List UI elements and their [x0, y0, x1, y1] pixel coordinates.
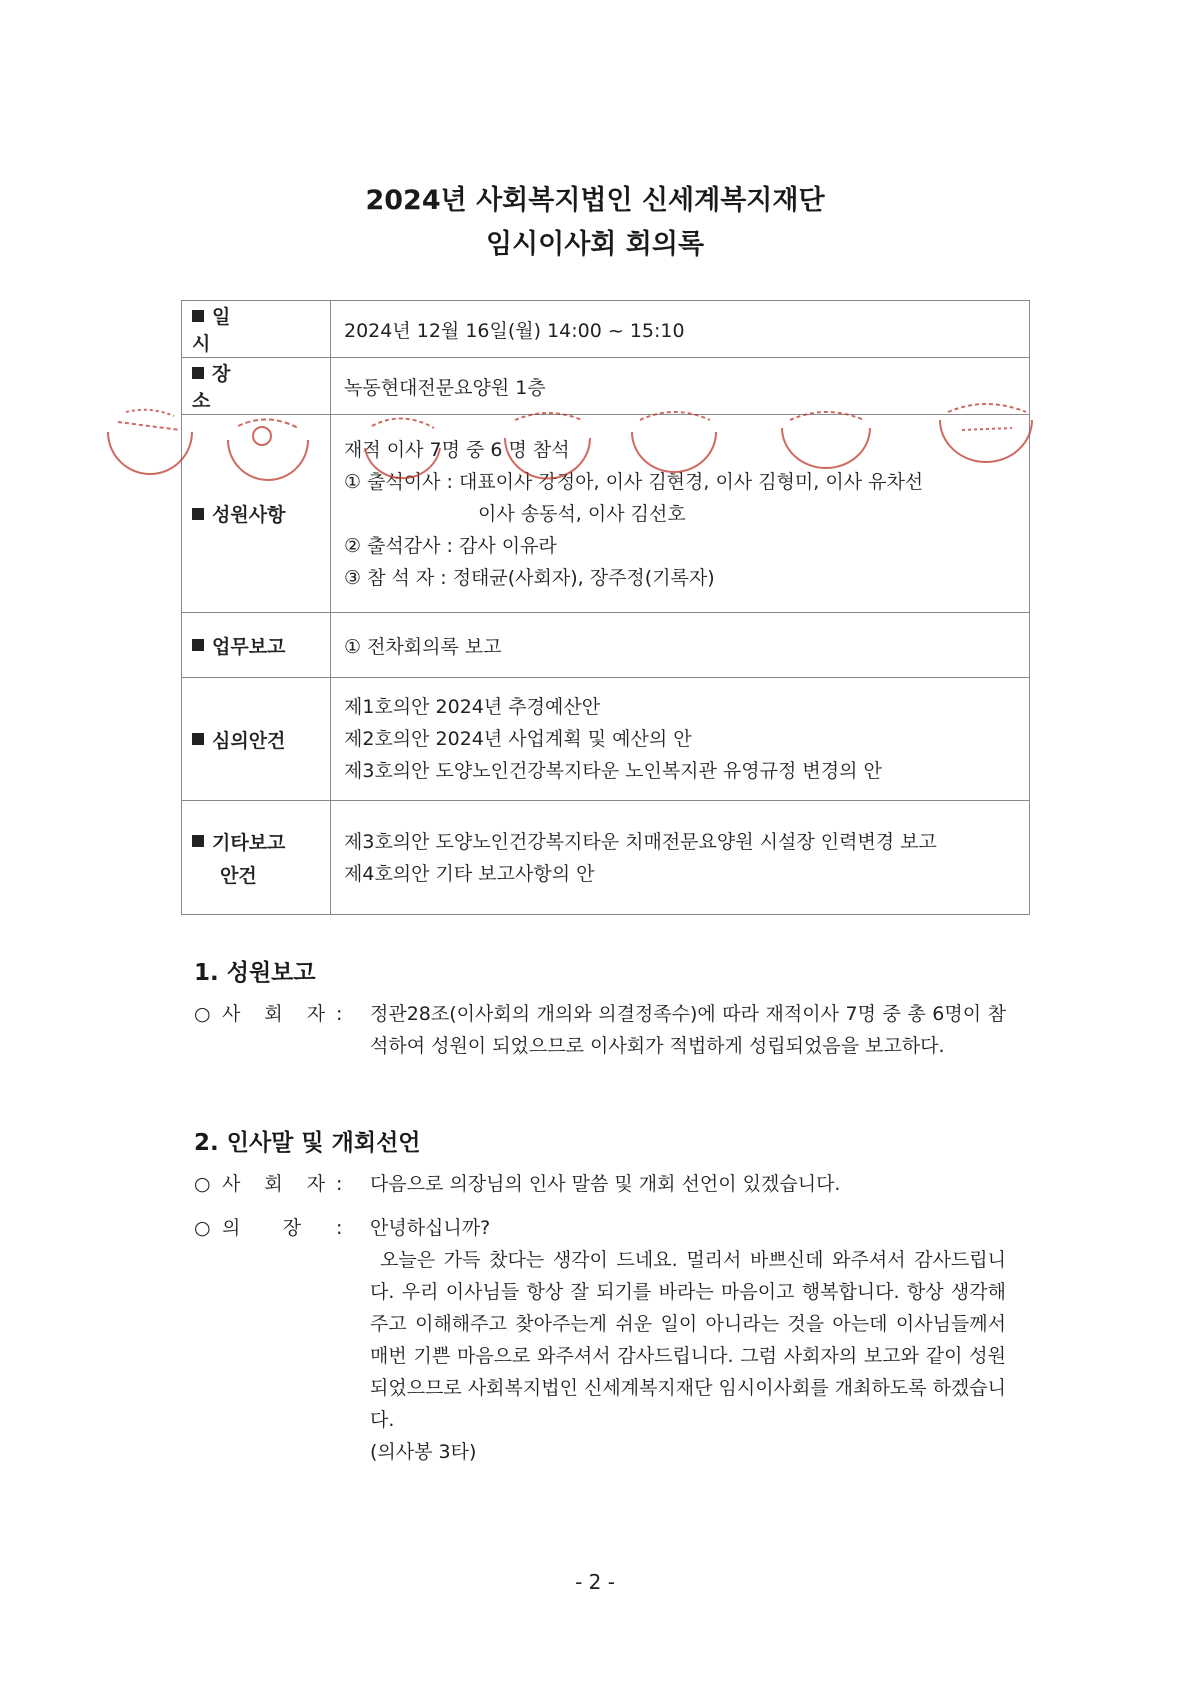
- other-line: 제3호의안 도양노인건강복지타운 치매전문요양원 시설장 인력변경 보고: [344, 830, 937, 853]
- place-label: 장 소: [192, 363, 257, 412]
- circle-bullet-icon: ○: [194, 1217, 211, 1239]
- datetime-label: 일 시: [192, 306, 257, 355]
- square-bullet-icon: [192, 639, 204, 651]
- section2-heading: 2. 인사말 및 개회선언: [194, 1130, 421, 1156]
- section2-item2-body: [370, 1212, 1006, 1468]
- other-label-2: 안건: [220, 864, 257, 887]
- datetime-label-cell: [182, 301, 331, 358]
- greeting-paragraph: 오늘은 가득 찼다는 생각이 드네요. 멀리서 바쁘신데 와주셔서 감사드립니다. 우리 이사님들 항상 잘 되기를 바라는 마음이고 행복합니다. 항상 생각해주고 이해해주고 찾아주는게 쉬운 일이 아니라는 것을 아는데 이사님들께서 매번 기쁜 마음으로 와주셔서 감사드립니다. 그럼 사회자의 보고와 같이 성원되었으므로 사회복지법인 신세계복지재단 임시이사회를 개최하도록 하겠습니다.: [370, 1249, 1006, 1431]
- square-bullet-icon: [192, 835, 204, 847]
- document-title-line2: 임시이사회 회의록: [485, 229, 705, 260]
- agenda-label-cell: [182, 678, 331, 801]
- agenda-line: 제2호의안 2024년 사업계획 및 예산의 안: [344, 728, 692, 750]
- circle-bullet-icon: ○: [194, 1003, 211, 1025]
- summary-row-other: [182, 801, 1030, 915]
- other-label-1: 기타보고: [212, 831, 286, 854]
- section2-item2: [194, 1212, 1006, 1468]
- speaker-colon: :: [336, 1173, 343, 1195]
- quorum-label-cell: [182, 415, 331, 613]
- seal-stamp-icon: [108, 410, 192, 474]
- other-line: 제4호의안 기타 보고사항의 안: [344, 862, 595, 885]
- quorum-label: 성원사항: [212, 504, 286, 526]
- summary-row-agenda: [182, 678, 1030, 801]
- quorum-line: ③ 참 석 자 : 정태균(사회자), 장주정(기록자): [344, 566, 715, 589]
- quorum-line: 이사 송동석, 이사 김선호: [478, 502, 686, 525]
- section1-item: [194, 998, 1006, 1062]
- document-title-line1: 2024년 사회복지법인 신세계복지재단: [365, 185, 825, 216]
- speaker-role: 사 회 자: [222, 1173, 335, 1195]
- section1-heading: 1. 성원보고: [194, 960, 316, 986]
- square-bullet-icon: [192, 733, 204, 745]
- summary-row-work-report: [182, 613, 1030, 678]
- speaker-colon: :: [336, 1217, 343, 1239]
- page-number: - 2 -: [575, 1570, 615, 1594]
- work-label: 업무보고: [212, 635, 286, 658]
- quorum-line: 재적 이사 7명 중 6 명 참석: [344, 438, 570, 461]
- work-label-cell: [182, 613, 331, 678]
- circle-bullet-icon: ○: [194, 1173, 211, 1195]
- place-label-cell: [182, 358, 331, 415]
- quorum-line: ② 출석감사 : 감사 이유라: [344, 534, 557, 557]
- agenda-value: [331, 678, 1030, 801]
- section2-item1: [194, 1168, 1006, 1200]
- other-value: [331, 801, 1030, 915]
- square-bullet-icon: [192, 367, 204, 379]
- summary-row-place: [182, 358, 1030, 415]
- section2-item1-text: 다음으로 의장님의 인사 말씀 및 개회 선언이 있겠습니다.: [370, 1173, 841, 1195]
- summary-row-quorum: [182, 415, 1030, 613]
- square-bullet-icon: [192, 310, 204, 322]
- agenda-label: 심의안건: [212, 729, 286, 752]
- agenda-line: 제3호의안 도양노인건강복지타운 노인복지관 유영규정 변경의 안: [344, 760, 882, 782]
- square-bullet-icon: [192, 508, 204, 520]
- speaker-role: 사 회 자: [222, 1003, 335, 1025]
- agenda-line: 제1호의안 2024년 추경예산안: [344, 696, 601, 718]
- speaker-colon: :: [336, 1003, 343, 1025]
- gavel-note: (의사봉 3타): [370, 1441, 477, 1463]
- meeting-summary-table: [181, 300, 1030, 915]
- quorum-value: [331, 415, 1030, 613]
- place-value: 녹동현대전문요양원 1층: [331, 358, 1030, 415]
- other-label-cell: [182, 801, 331, 915]
- quorum-line: ① 출석이사 : 대표이사 강정아, 이사 김현경, 이사 김형미, 이사 유차선: [344, 470, 924, 493]
- section1-text: 정관28조(이사회의 개의와 의결정족수)에 따라 재적이사 7명 중 총 6명이 참석하여 성원이 되었으므로 이사회가 적법하게 성립되었음을 보고하다.: [370, 1003, 1006, 1057]
- speaker-role: 의 장: [222, 1217, 301, 1239]
- datetime-value: 2024년 12월 16일(월) 14:00 ~ 15:10: [331, 301, 1030, 358]
- summary-row-datetime: [182, 301, 1030, 358]
- greeting-line: 안녕하십니까?: [370, 1217, 491, 1239]
- work-value: ① 전차회의록 보고: [331, 613, 1030, 678]
